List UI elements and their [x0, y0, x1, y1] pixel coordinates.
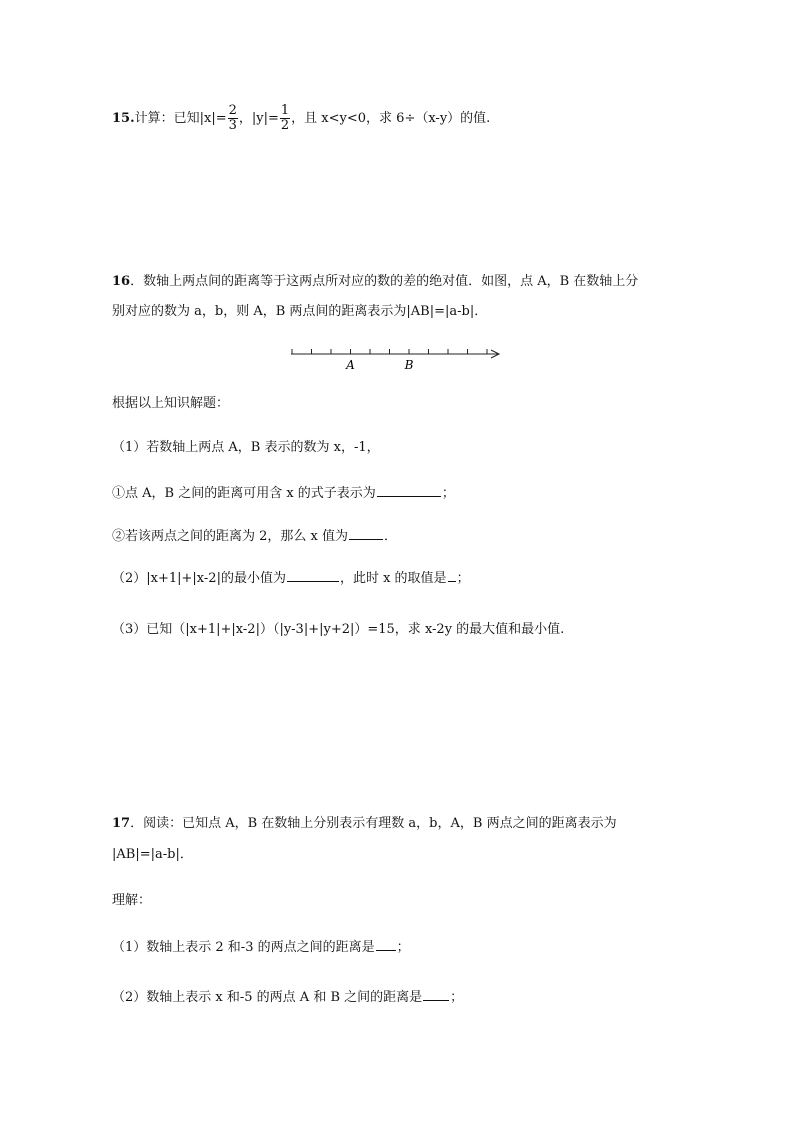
q17-line-1	[112, 814, 617, 834]
q16-number: 16	[112, 274, 131, 289]
q17-part-2	[112, 986, 463, 1008]
q17-intro: 理解：	[112, 893, 152, 908]
q15-dot: .	[130, 111, 135, 126]
fraction-denominator: 2	[280, 118, 290, 133]
q17-part-1-end: ；	[396, 940, 410, 955]
q16-line-2: 别对应的数为 a，b，则 A，B 两点间的距离表示为|AB|=|a-b|．	[112, 304, 488, 319]
q16-part-1b-end: ．	[384, 529, 398, 544]
q17-part-1	[112, 936, 410, 958]
q16-part-2-text: （2）|x+1|+|x-2|的最小值为	[112, 571, 286, 586]
q16-part-2-end: ；	[456, 571, 470, 586]
answer-blank[interactable]	[448, 567, 456, 582]
q17-line-2: |AB|=|a-b|．	[112, 847, 193, 862]
q15-text-1: 计算：已知|x|=	[134, 111, 227, 126]
q15-text-3: ，且 x<y<0，求 6÷（x-y）的值.	[291, 111, 491, 126]
fraction-numerator: 2	[228, 103, 237, 118]
answer-blank[interactable]	[349, 525, 383, 540]
answer-blank[interactable]	[287, 567, 339, 582]
fraction-denominator: 3	[228, 118, 237, 133]
q17-part-1-text: （1）数轴上表示 2 和-3 的两点之间的距离是	[112, 940, 375, 955]
q17-part-2-text: （2）数轴上表示 x 和-5 的两点 A 和 B 之间的距离是	[112, 990, 423, 1005]
answer-blank[interactable]	[376, 936, 396, 951]
fraction-two-thirds	[228, 104, 238, 133]
q16-part-1a-text: ①点 A，B 之间的距离可用含 x 的式子表示为	[112, 486, 376, 501]
point-b-label: B	[404, 358, 414, 372]
fraction-one-half	[280, 104, 290, 133]
q15-text-2: ，|y|=	[238, 111, 279, 126]
number-line-figure	[290, 342, 504, 376]
q17-number: 17	[112, 816, 131, 831]
q16-part-2	[112, 567, 470, 589]
q15-line	[112, 104, 490, 133]
answer-blank[interactable]	[377, 482, 441, 497]
q16-part-1b	[112, 525, 397, 547]
q17-text-1: ．阅读：已知点 A，B 在数轴上分别表示有理数 a，b，A，B 两点之间的距离表示为	[130, 816, 617, 831]
q15-number: 15	[112, 111, 131, 126]
q16-line-1	[112, 272, 638, 292]
q16-text-1: ．数轴上两点间的距离等于这两点所对应的数的差的绝对值．如图，点 A，B 在数轴上分	[130, 274, 639, 289]
q16-part-3: （3）已知（|x+1|+|x-2|）（|y-3|+|y+2|）=15，求 x-2y 的最大值和最小值.	[112, 622, 565, 637]
q16-part-1b-text: ②若该两点之间的距离为 2，那么 x 值为	[112, 529, 348, 544]
point-a-label: A	[346, 358, 355, 372]
q17-part-2-end: ；	[450, 990, 464, 1005]
answer-blank[interactable]	[423, 986, 449, 1001]
fraction-numerator: 1	[280, 103, 290, 118]
q16-part-1: （1）若数轴上两点 A，B 表示的数为 x，-1，	[112, 440, 380, 455]
q16-part-1a-end: ；	[441, 486, 455, 501]
q16-part-2-mid: ，此时 x 的取值是	[339, 571, 447, 586]
q16-intro: 根据以上知识解题：	[112, 396, 230, 411]
q16-part-1a	[112, 482, 455, 504]
number-line-ticks	[292, 349, 487, 354]
